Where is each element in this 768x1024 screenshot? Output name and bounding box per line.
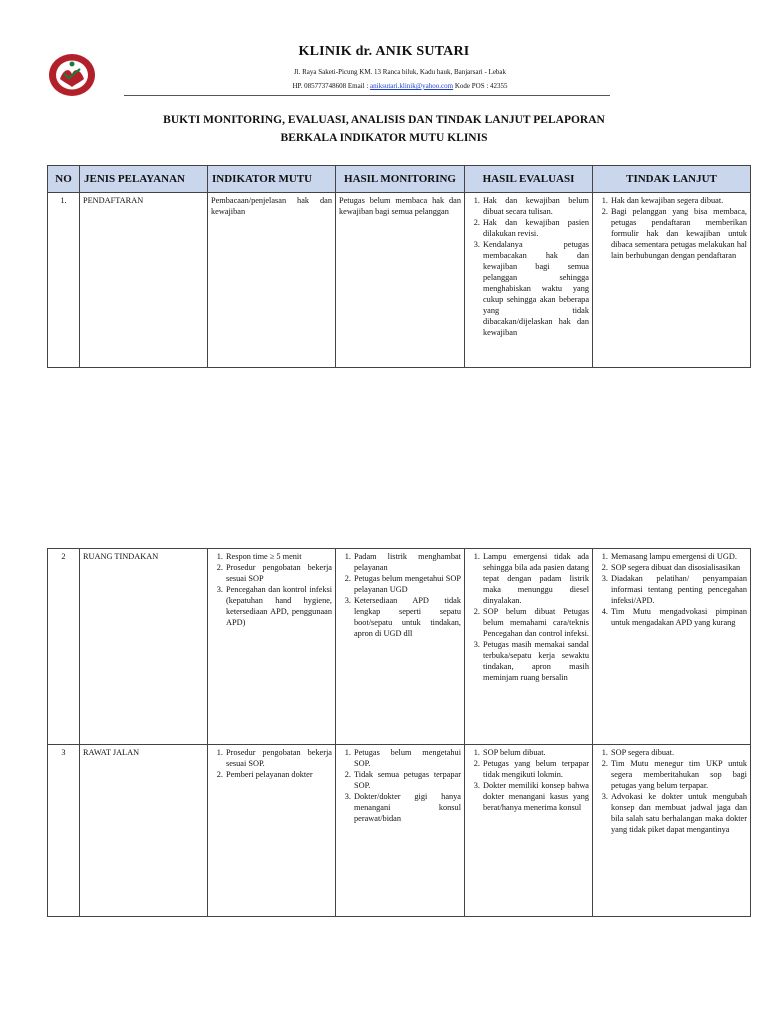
monitoring-table-continued [47,548,751,917]
row-jenis: PENDAFTARAN [80,193,208,368]
list-item: 1. Padam listrik menghambat pelayanan [353,551,461,573]
list-item: 3. Advokasi ke dokter untuk mengubah konsep dan membuat jadwal jaga dan bila salah satu berhalangan maka dokter yang tidak piket dapat mengantinya [610,791,747,835]
list-item: 2. Pemberi pelayanan dokter [225,769,332,780]
row-no: 2 [48,549,80,745]
list-item: 2. Petugas belum mengetahui SOP pelayanan UGD [353,573,461,595]
table-row [48,745,751,917]
monitoring-table [47,165,751,368]
list-item: 1. Lampu emergensi tidak ada sehingga bila ada pasien datang tepat dengan padam listrik maka menunggu diesel dinyalakan. [482,551,589,606]
list-item: 1. Respon time ≥ 5 menit [225,551,332,562]
row-tindak [593,193,751,368]
list-item: 3. Pencegahan dan kontrol infeksi (kepatuhan hand hygiene, ketersediaan APD, penggunaan APD) [225,584,332,628]
table-row [48,193,751,368]
table-header-row [48,166,751,193]
col-header-monitoring: HASIL MONITORING [336,166,465,193]
list-item: 3. Petugas masih memakai sandal terbuka/sepatu kerja sewaktu tindakan, apron masih meminjam ruang bersalin [482,639,589,683]
title-line-2: BERKALA INDIKATOR MUTU KLINIS [280,132,488,144]
list-item: 3. Diadakan pelatihan/ penyampaian informasi tentang penting pencegahan infeksi/APD. [610,573,747,606]
table-row [48,549,751,745]
list-item: 3. Dokter memiliki konsep bahwa dokter menangani kasus yang berat/hanya menerima konsul [482,780,589,813]
row-indikator [208,549,336,745]
col-header-evaluasi: HASIL EVALUASI [465,166,593,193]
row-evaluasi [465,549,593,745]
list-item: 2. Prosedur pengobatan bekerja sesuai SOP [225,562,332,584]
list-item: 1. SOP belum dibuat. [482,747,589,758]
list-item: 2. Hak dan kewajiban pasien dilakukan revisi. [482,217,589,239]
row-tindak [593,549,751,745]
list-item: 4. Tim Mutu mengadvokasi pimpinan untuk mengadakan APD yang kurang [610,606,747,628]
list-item: 3. Kendalanya petugas membacakan hak dan kewajiban bagi semua pelanggan sehingga menghabiskan waktu yang cukup sehingga akan beberapa yang tidak dibacakan/dijelaskan hak dan kewajiban [482,239,589,338]
list-item: 2. Bagi pelanggan yang bisa membaca, petugas pendaftaran memberikan formulir hak dan kewajiban untuk dibaca sementara petugas melakukan hal lain berhubungan dengan pendaftaran [610,206,747,261]
col-header-jenis: JENIS PELAYANAN [80,166,208,193]
row-indikator: Pembacaan/penjelasan hak dan kewajiban [208,193,336,368]
header-divider [124,95,610,96]
row-no: 3 [48,745,80,917]
row-evaluasi [465,193,593,368]
postal-code: Kode POS : 42355 [453,82,508,90]
list-item: 3. Dokter/dokter gigi hanya menangani konsul perawat/bidan [353,791,461,824]
row-tindak [593,745,751,917]
col-header-indikator: INDIKATOR MUTU [208,166,336,193]
clinic-name: KLINIK dr. ANIK SUTARI [298,44,470,59]
email-link[interactable]: aniksutari.klinik@yahoo.com [370,82,454,90]
list-item: 1. Hak dan kewajiban segera dibuat. [610,195,747,206]
list-item: 1. Petugas belum mengetahui SOP. [353,747,461,769]
col-header-no: NO [48,166,80,193]
list-item: 2. SOP segera dibuat dan disosialisasikan [610,562,747,573]
clinic-contact [200,82,600,90]
list-item: 2. SOP belum dibuat Petugas belum memahami cara/teknis Pencegahan dan control infeksi. [482,606,589,639]
row-jenis: RAWAT JALAN [80,745,208,917]
document-title [0,111,768,147]
list-item: 2. Tidak semua petugas terpapar SOP. [353,769,461,791]
list-item: 1. Memasang lampu emergensi di UGD. [610,551,747,562]
row-monitoring [336,745,465,917]
list-item: 1. SOP segera dibuat. [610,747,747,758]
list-item: 2. Tim Mutu menegur tim UKP untuk segera memberitahukan sop bagi petugas yang belum terpapar. [610,758,747,791]
row-indikator [208,745,336,917]
list-item: 3. Ketersediaan APD tidak lengkap seperti sepatu boot/sepatu untuk tindakan, apron di UGD dll [353,595,461,639]
clinic-address: Jl. Raya Saketi-Picung KM. 13 Ranca biluk, Kadu hauk, Banjarsari - Lebak [293,68,507,76]
row-jenis: RUANG TINDAKAN [80,549,208,745]
list-item: 2. Petugas yang belum terpapar tidak mengikuti lokmin. [482,758,589,780]
col-header-tindak: TINDAK LANJUT [593,166,751,193]
title-line-1: BUKTI MONITORING, EVALUASI, ANALISIS DAN TINDAK LANJUT PELAPORAN [163,114,605,126]
row-monitoring [336,549,465,745]
contact-phone: HP. 085773748608 Email : [292,82,371,90]
list-item: 1. Hak dan kewajiban belum dibuat secara tulisan. [482,195,589,217]
row-monitoring: Petugas belum membaca hak dan kewajiban bagi semua pelanggan [336,193,465,368]
row-evaluasi [465,745,593,917]
list-item: 1. Prosedur pengobatan bekerja sesuai SOP. [225,747,332,769]
row-no: 1. [48,193,80,368]
